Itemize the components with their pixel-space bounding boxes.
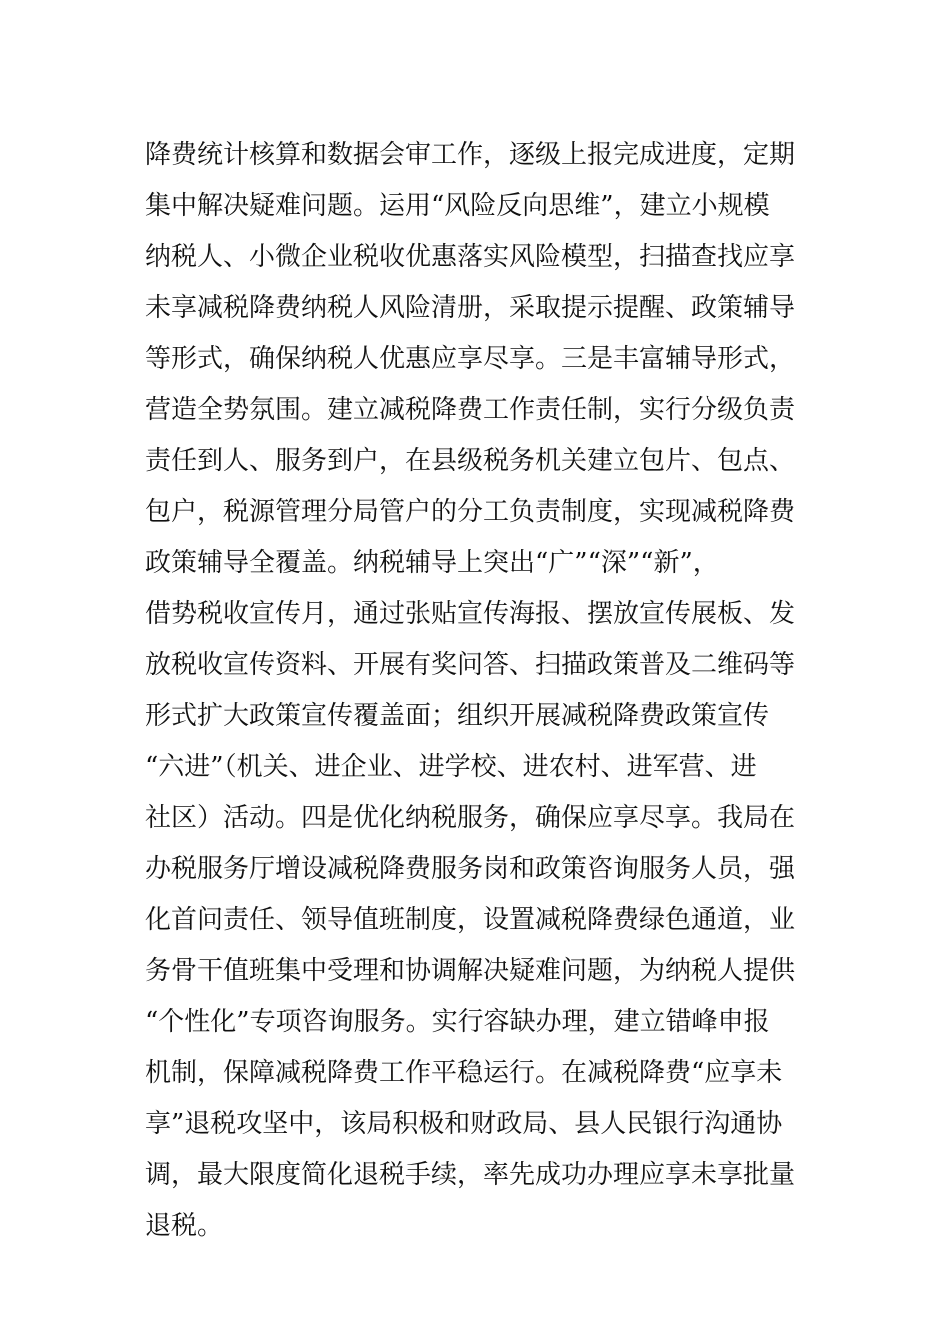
text-line: “六进”（机关、进企业、进学校、进农村、进军营、进 <box>145 752 757 782</box>
text-line: 未享减税降费纳税人风险清册，采取提示提醒、政策辅导 <box>145 293 796 323</box>
text-line: “个性化”专项咨询服务。实行容缺办理，建立错峰申报 <box>145 1007 770 1037</box>
body-paragraph <box>145 130 825 1252</box>
text-line: 纳税人、小微企业税收优惠落实风险模型，扫描查找应享 <box>145 242 796 272</box>
text-line: 包户，税源管理分局管户的分工负责制度，实现减税降费 <box>145 497 796 527</box>
text-line: 放税收宣传资料、开展有奖问答、扫描政策普及二维码等 <box>145 650 796 680</box>
text-line: 政策辅导全覆盖。纳税辅导上突出“广”“深”“新”， <box>145 548 719 578</box>
text-line: 退税。 <box>145 1211 224 1241</box>
text-line: 等形式，确保纳税人优惠应享尽享。三是丰富辅导形式， <box>145 344 796 374</box>
text-line: 务骨干值班集中受理和协调解决疑难问题，为纳税人提供 <box>145 956 796 986</box>
text-line: 化首问责任、领导值班制度，设置减税降费绿色通道，业 <box>145 905 796 935</box>
text-line: 营造全势氛围。建立减税降费工作责任制，实行分级负责 <box>145 395 796 425</box>
text-line: 调，最大限度简化退税手续，率先成功办理应享未享批量 <box>145 1160 796 1190</box>
text-line: 责任到人、服务到户，在县级税务机关建立包片、包点、 <box>145 446 796 476</box>
text-line: 形式扩大政策宣传覆盖面；组织开展减税降费政策宣传 <box>145 701 770 731</box>
text-line: 社区）活动。四是优化纳税服务，确保应享尽享。我局在 <box>145 803 796 833</box>
text-line: 机制，保障减税降费工作平稳运行。在减税降费“应享未 <box>145 1058 783 1088</box>
text-line: 享”退税攻坚中，该局积极和财政局、县人民银行沟通协 <box>145 1109 783 1139</box>
text-line: 降费统计核算和数据会审工作，逐级上报完成进度，定期 <box>145 140 796 170</box>
text-line: 集中解决疑难问题。运用“风险反向思维”，建立小规模 <box>145 191 770 221</box>
text-line: 办税服务厅增设减税降费服务岗和政策咨询服务人员，强 <box>145 854 796 884</box>
text-line: 借势税收宣传月，通过张贴宣传海报、摆放宣传展板、发 <box>145 599 796 629</box>
